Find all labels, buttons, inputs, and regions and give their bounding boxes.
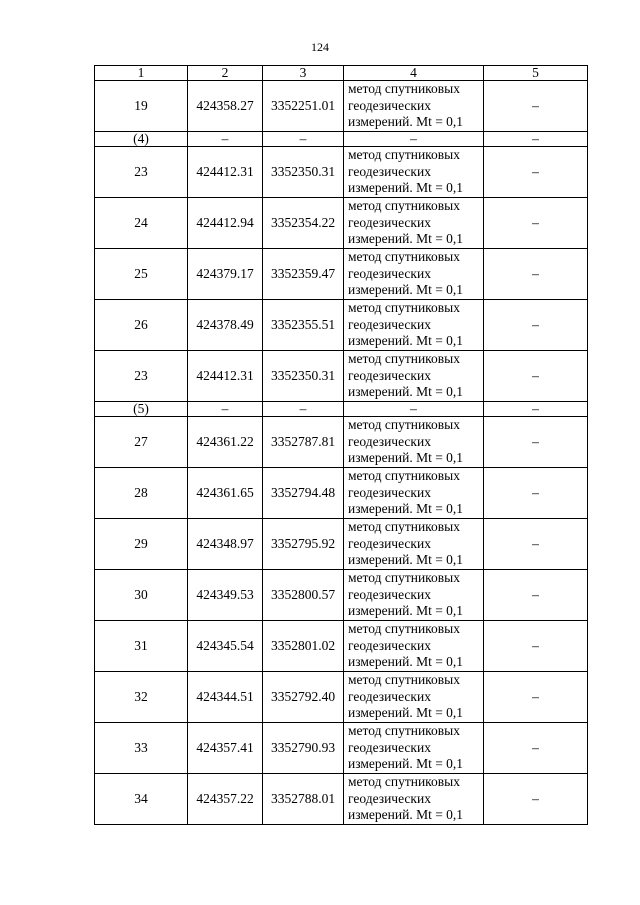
method-cell: метод спутниковых геодезических измерений. Mt = 0,1: [344, 519, 484, 570]
note-cell: –: [484, 519, 588, 570]
point-number-cell: 26: [95, 300, 188, 351]
note-cell: –: [484, 81, 588, 132]
note-cell: –: [484, 468, 588, 519]
dash-cell: –: [484, 132, 588, 147]
point-number-cell: 25: [95, 249, 188, 300]
method-cell: метод спутниковых геодезических измерений. Mt = 0,1: [344, 81, 484, 132]
dash-cell: –: [263, 402, 344, 417]
point-number-cell: 23: [95, 147, 188, 198]
y-coordinate-cell: 3352355.51: [263, 300, 344, 351]
y-coordinate-cell: 3352788.01: [263, 774, 344, 825]
note-cell: –: [484, 198, 588, 249]
table-row: [95, 672, 588, 723]
header-col-1: 1: [95, 66, 188, 81]
contour-label-cell: (4): [95, 132, 188, 147]
note-cell: –: [484, 672, 588, 723]
table-row: [95, 300, 588, 351]
x-coordinate-cell: 424361.22: [188, 417, 263, 468]
point-number-cell: 32: [95, 672, 188, 723]
point-number-cell: 33: [95, 723, 188, 774]
note-cell: –: [484, 417, 588, 468]
method-cell: метод спутниковых геодезических измерений. Mt = 0,1: [344, 300, 484, 351]
dash-cell: –: [484, 402, 588, 417]
x-coordinate-cell: 424378.49: [188, 300, 263, 351]
method-cell: метод спутниковых геодезических измерений. Mt = 0,1: [344, 468, 484, 519]
note-cell: –: [484, 249, 588, 300]
point-number-cell: 34: [95, 774, 188, 825]
x-coordinate-cell: 424357.22: [188, 774, 263, 825]
table-row: [95, 417, 588, 468]
x-coordinate-cell: 424344.51: [188, 672, 263, 723]
x-coordinate-cell: 424348.97: [188, 519, 263, 570]
dash-cell: –: [344, 402, 484, 417]
y-coordinate-cell: 3352787.81: [263, 417, 344, 468]
table-row: [95, 147, 588, 198]
method-cell: метод спутниковых геодезических измерений. Mt = 0,1: [344, 774, 484, 825]
header-col-5: 5: [484, 66, 588, 81]
table-row: [95, 249, 588, 300]
note-cell: –: [484, 147, 588, 198]
note-cell: –: [484, 351, 588, 402]
point-number-cell: 31: [95, 621, 188, 672]
page-number: 124: [311, 40, 329, 54]
x-coordinate-cell: 424349.53: [188, 570, 263, 621]
x-coordinate-cell: 424412.31: [188, 147, 263, 198]
table-row: [95, 723, 588, 774]
table-body: [95, 81, 588, 825]
table-row: [95, 570, 588, 621]
point-number-cell: 28: [95, 468, 188, 519]
y-coordinate-cell: 3352350.31: [263, 351, 344, 402]
x-coordinate-cell: 424357.41: [188, 723, 263, 774]
contour-label-cell: (5): [95, 402, 188, 417]
table-row: [95, 351, 588, 402]
y-coordinate-cell: 3352795.92: [263, 519, 344, 570]
contour-separator-row: [95, 132, 588, 147]
point-number-cell: 19: [95, 81, 188, 132]
dash-cell: –: [263, 132, 344, 147]
y-coordinate-cell: 3352354.22: [263, 198, 344, 249]
table-row: [95, 198, 588, 249]
method-cell: метод спутниковых геодезических измерений. Mt = 0,1: [344, 351, 484, 402]
dash-cell: –: [188, 132, 263, 147]
point-number-cell: 27: [95, 417, 188, 468]
point-number-cell: 24: [95, 198, 188, 249]
table-row: [95, 774, 588, 825]
point-number-cell: 23: [95, 351, 188, 402]
method-cell: метод спутниковых геодезических измерений. Mt = 0,1: [344, 621, 484, 672]
table-row: [95, 519, 588, 570]
table-row: [95, 81, 588, 132]
header-col-3: 3: [263, 66, 344, 81]
method-cell: метод спутниковых геодезических измерений. Mt = 0,1: [344, 147, 484, 198]
point-number-cell: 30: [95, 570, 188, 621]
x-coordinate-cell: 424358.27: [188, 81, 263, 132]
method-cell: метод спутниковых геодезических измерений. Mt = 0,1: [344, 723, 484, 774]
y-coordinate-cell: 3352794.48: [263, 468, 344, 519]
note-cell: –: [484, 300, 588, 351]
x-coordinate-cell: 424345.54: [188, 621, 263, 672]
method-cell: метод спутниковых геодезических измерений. Mt = 0,1: [344, 570, 484, 621]
y-coordinate-cell: 3352792.40: [263, 672, 344, 723]
method-cell: метод спутниковых геодезических измерений. Mt = 0,1: [344, 672, 484, 723]
y-coordinate-cell: 3352350.31: [263, 147, 344, 198]
table-row: [95, 468, 588, 519]
y-coordinate-cell: 3352800.57: [263, 570, 344, 621]
method-cell: метод спутниковых геодезических измерений. Mt = 0,1: [344, 198, 484, 249]
header-row: [95, 66, 588, 81]
x-coordinate-cell: 424379.17: [188, 249, 263, 300]
header-col-2: 2: [188, 66, 263, 81]
note-cell: –: [484, 621, 588, 672]
x-coordinate-cell: 424412.94: [188, 198, 263, 249]
y-coordinate-cell: 3352790.93: [263, 723, 344, 774]
header-col-4: 4: [344, 66, 484, 81]
y-coordinate-cell: 3352251.01: [263, 81, 344, 132]
y-coordinate-cell: 3352801.02: [263, 621, 344, 672]
x-coordinate-cell: 424361.65: [188, 468, 263, 519]
point-number-cell: 29: [95, 519, 188, 570]
note-cell: –: [484, 723, 588, 774]
table-header: [95, 66, 588, 81]
method-cell: метод спутниковых геодезических измерений. Mt = 0,1: [344, 249, 484, 300]
coordinates-table: [94, 65, 588, 825]
note-cell: –: [484, 570, 588, 621]
y-coordinate-cell: 3352359.47: [263, 249, 344, 300]
x-coordinate-cell: 424412.31: [188, 351, 263, 402]
dash-cell: –: [344, 132, 484, 147]
method-cell: метод спутниковых геодезических измерений. Mt = 0,1: [344, 417, 484, 468]
table-row: [95, 621, 588, 672]
note-cell: –: [484, 774, 588, 825]
dash-cell: –: [188, 402, 263, 417]
contour-separator-row: [95, 402, 588, 417]
